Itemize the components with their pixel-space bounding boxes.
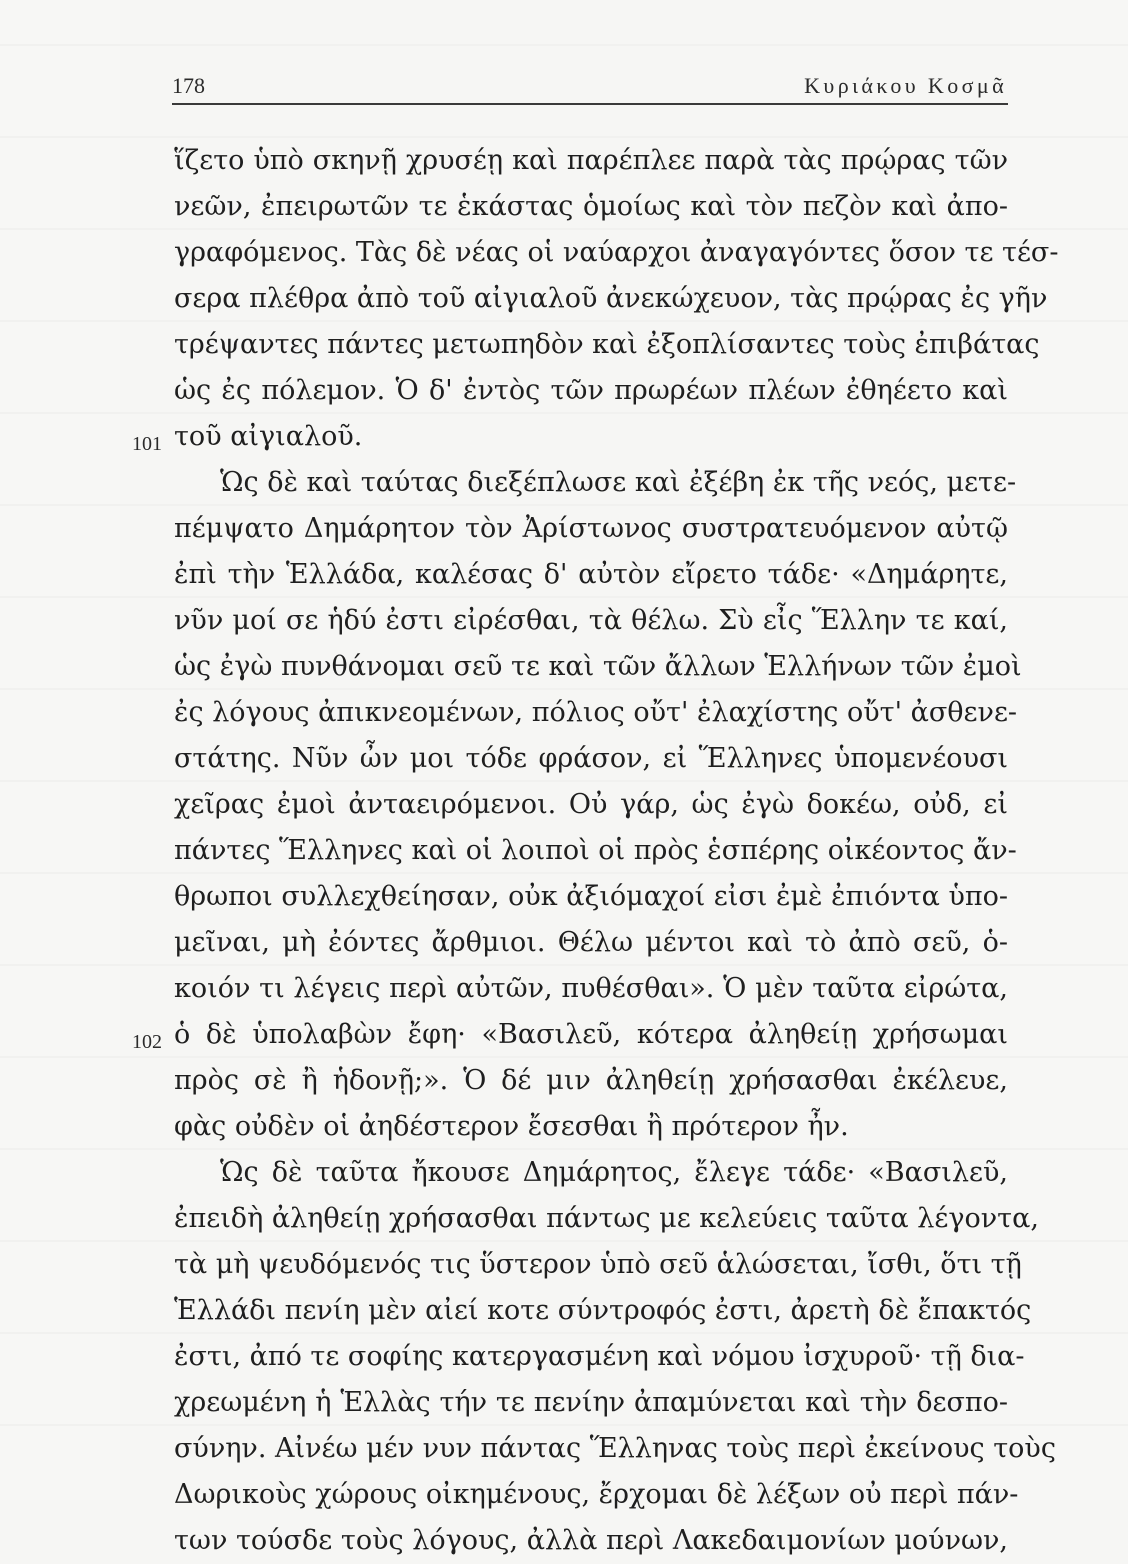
text-line-30: Δωρικοὺς χώρους οἰκημένους, ἔρχομαι δὲ λέξων οὐ περὶ πάν- [174, 1479, 1019, 1510]
text-line-15: χεῖρας ἐμοὶ ἀνταειρόμενοι. Οὐ γάρ, ὡς ἐγὼ δοκέω, οὐδ, εἰ [174, 789, 1008, 820]
text-line-21: πρὸς σὲ ἢ ἡδονῇ;». Ὁ δέ μιν ἀληθείῃ χρήσασθαι ἐκέλευε, [174, 1065, 1008, 1096]
header-rule [172, 103, 1008, 105]
text-line-6: ὡς ἐς πόλεμον. Ὁ δ' ἐντὸς τῶν πρωρέων πλέων ἐθηέετο καὶ [174, 375, 1008, 406]
text-line-12: ὡς ἐγὼ πυνθάνομαι σεῦ τε καὶ τῶν ἄλλων Ἑλλήνων τῶν ἐμοὶ [174, 651, 1022, 682]
text-line-14: στάτης. Νῦν ὦν μοι τόδε φράσον, εἰ Ἕλληνες ὑπομενέουσι [174, 743, 1008, 774]
text-line-24: ἐπειδὴ ἀληθείῃ χρήσασθαι πάντως με κελεύεις ταῦτα λέγοντα, [174, 1203, 1039, 1234]
text-line-5: τρέψαντες πάντες μετωπηδὸν καὶ ἐξοπλίσαντες τοὺς ἐπιβάτας [174, 329, 1040, 360]
page-number: 178 [172, 73, 205, 98]
margin-number-102: 102 [132, 1031, 162, 1053]
text-line-19: κοιόν τι λέγεις περὶ αὐτῶν, πυθέσθαι». Ὁ μὲν ταῦτα εἰρώτα, [174, 973, 1008, 1004]
running-head [172, 72, 1007, 106]
text-line-8: Ὡς δὲ καὶ ταύτας διεξέπλωσε καὶ ἐξέβη ἐκ τῆς νεός, μετε- [220, 467, 1017, 498]
text-line-18: μεῖναι, μὴ ἐόντες ἄρθμιοι. Θέλω μέντοι καὶ τὸ ἀπὸ σεῦ, ὁ- [174, 927, 1008, 958]
text-line-31: των τούσδε τοὺς λόγους, ἀλλὰ περὶ Λακεδαιμονίων μούνων, [174, 1525, 1008, 1556]
text-line-27: ἐστι, ἀπό τε σοφίης κατεργασμένη καὶ νόμου ἰσχυροῦ· τῇ δια- [174, 1341, 1025, 1372]
text-line-2: νεῶν, ἐπειρωτῶν τε ἑκάστας ὁμοίως καὶ τὸν πεζὸν καὶ ἀπο- [174, 191, 1008, 222]
text-line-13: ἐς λόγους ἀπικνεομένων, πόλιος οὔτ' ἐλαχίστης οὔτ' ἀσθενε- [174, 697, 1018, 728]
text-line-25: τὰ μὴ ψευδόμενός τις ὕστερον ὑπὸ σεῦ ἁλώσεται, ἴσθι, ὅτι τῇ [174, 1249, 1022, 1280]
text-line-16: πάντες Ἕλληνες καὶ οἱ λοιποὶ οἱ πρὸς ἑσπέρης οἰκέοντος ἄν- [174, 835, 1017, 866]
text-line-20: ὁ δὲ ὑπολαβὼν ἔφη· «Βασιλεῦ, κότερα ἀληθείῃ χρήσωμαι [174, 1019, 1008, 1050]
text-line-26: Ἑλλάδι πενίη μὲν αἰεί κοτε σύντροφός ἐστι, ἀρετὴ δὲ ἔπακτός [174, 1295, 1032, 1326]
text-line-10: ἐπὶ τὴν Ἑλλάδα, καλέσας δ' αὐτὸν εἴρετο τάδε· «Δημάρητε, [174, 559, 1008, 590]
text-line-3: γραφόμενος. Τὰς δὲ νέας οἱ ναύαρχοι ἀναγαγόντες ὅσον τε τέσ- [174, 237, 1059, 268]
text-line-28: χρεωμένη ἡ Ἑλλὰς τήν τε πενίην ἀπαμύνεται καὶ τὴν δεσπο- [174, 1387, 1008, 1418]
text-line-9: πέμψατο Δημάρητον τὸν Ἀρίστωνος συστρατευόμενον αὐτῷ [174, 513, 1008, 544]
margin-number-101: 101 [132, 433, 162, 455]
text-line-11: νῦν μοί σε ἡδύ ἐστι εἰρέσθαι, τὰ θέλω. Σὺ εἶς Ἕλλην τε καί, [174, 605, 1008, 636]
text-line-22: φὰς οὐδὲν οἱ ἀηδέστερον ἔσεσθαι ἢ πρότερον ἦν. [174, 1111, 849, 1142]
text-line-7: τοῦ αἰγιαλοῦ. [174, 421, 363, 452]
text-line-23: Ὡς δὲ ταῦτα ἤκουσε Δημάρητος, ἔλεγε τάδε· «Βασιλεῦ, [220, 1157, 1008, 1188]
text-line-17: θρωποι συλλεχθείησαν, οὐκ ἀξιόμαχοί εἰσι ἐμὲ ἐπιόντα ὑπο- [174, 881, 1008, 912]
text-line-1: ἵζετο ὑπὸ σκηνῇ χρυσέῃ καὶ παρέπλεε παρὰ τὰς πρῴρας τῶν [174, 145, 1008, 176]
text-line-4: σερα πλέθρα ἀπὸ τοῦ αἰγιαλοῦ ἀνεκώχευον, τὰς πρῴρας ἐς γῆν [174, 283, 1048, 314]
running-title: Κυριάκου Κοσμᾶ [804, 73, 1007, 98]
text-line-29: σύνην. Αἰνέω μέν νυν πάντας Ἕλληνας τοὺς περὶ ἐκείνους τοὺς [174, 1433, 1056, 1464]
